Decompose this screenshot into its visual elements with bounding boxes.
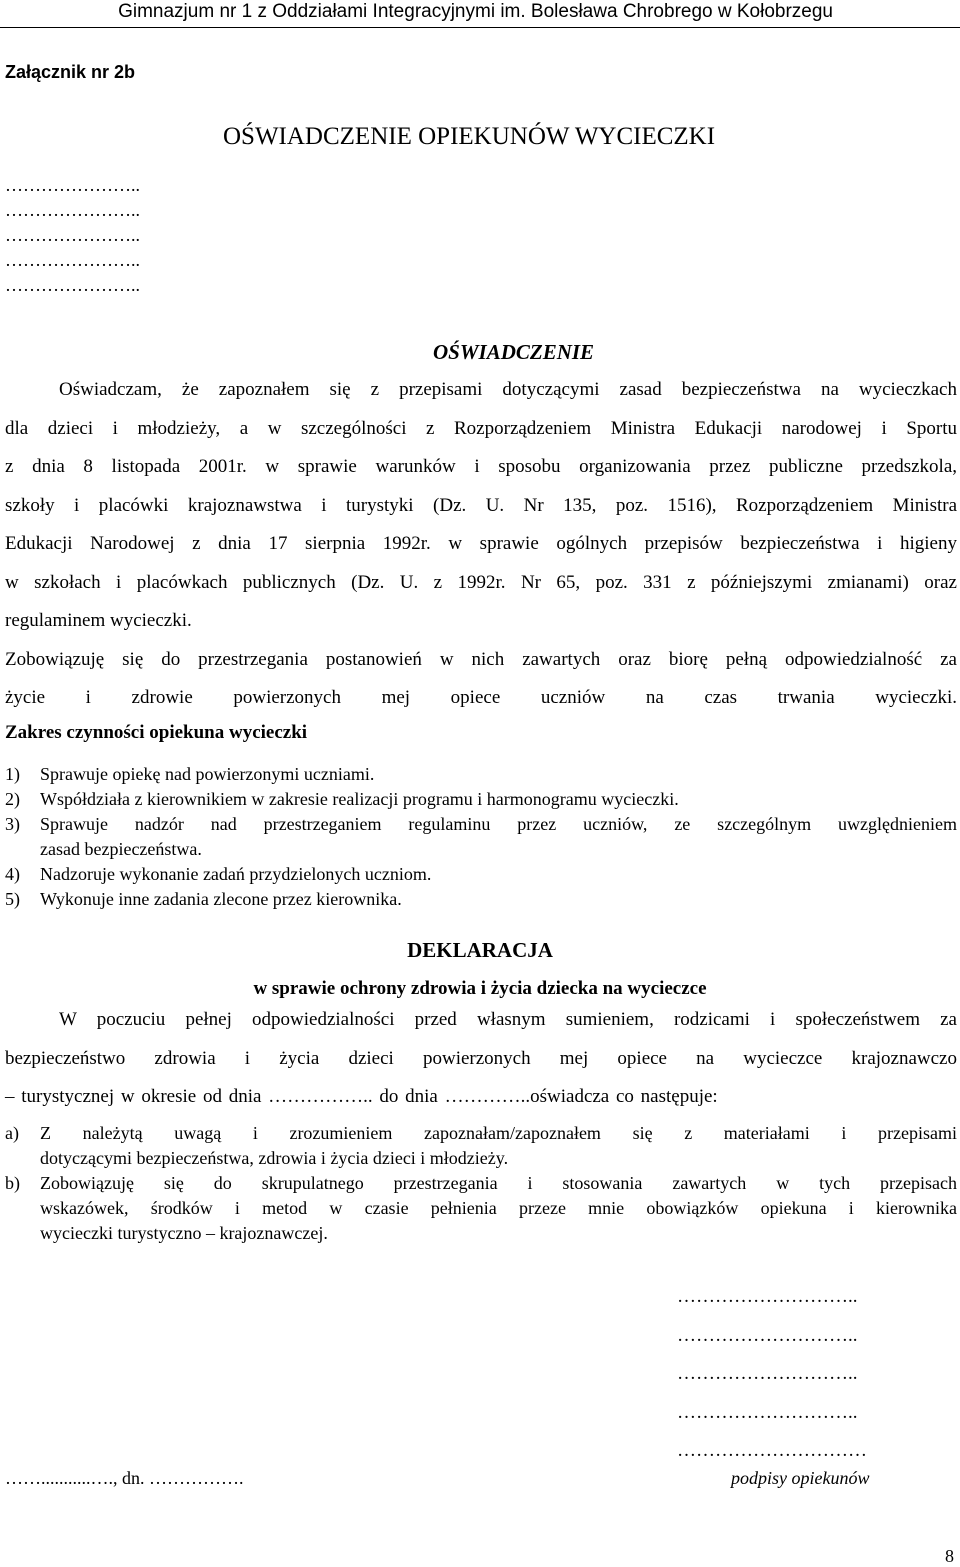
- name-line: …………………..: [5, 225, 140, 245]
- attachment-label: Załącznik nr 2b: [5, 62, 136, 82]
- item-number: 3): [5, 814, 20, 834]
- name-line: …………………..: [5, 250, 140, 270]
- signatures-label: podpisy opiekunów: [731, 1468, 870, 1488]
- deklaracja-body: [5, 1001, 957, 1117]
- item-text: Z należytą uwagą i zrozumieniem zapoznałam/zapoznałem się z materiałami i przepisami: [40, 1123, 957, 1143]
- oswiadczenie-heading: OŚWIADCZENIE: [433, 340, 595, 364]
- item-letter: a): [5, 1123, 19, 1143]
- oswiadczenie-body: [5, 371, 957, 718]
- item-number: 2): [5, 789, 20, 809]
- signature-line: ………………………..: [677, 1324, 858, 1346]
- oswiadczenie-line: dla dzieci i młodzieży, a w szczególności z Rozporządzeniem Ministra Edukacji narodowej i Sportu: [5, 417, 957, 439]
- item-number: 4): [5, 864, 20, 884]
- item-text: Nadzoruje wykonanie zadań przydzielonych uczniom.: [40, 864, 432, 884]
- page-number: 8: [945, 1546, 954, 1566]
- deklaracja-line: – turystycznej w okresie od dnia …………….. do dnia …………..oświadcza co następuje:: [5, 1086, 718, 1107]
- item-text: Sprawuje nadzór nad przestrzeganiem regulaminu przez uczniów, ze szczególnym uwzględnieniem: [40, 814, 957, 834]
- page-header: [0, 0, 960, 28]
- oswiadczenie-line: szkoły i placówki krajoznawstwa i turystyki (Dz. U. Nr 135, poz. 1516), Rozporządzeniem Ministra: [5, 494, 957, 516]
- deklaracja-subtitle: w sprawie ochrony zdrowia i życia dziecka na wycieczce: [253, 978, 707, 999]
- item-letter: b): [5, 1173, 20, 1193]
- item-text: Wykonuje inne zadania zlecone przez kierownika.: [40, 889, 402, 909]
- item-text: Współdziała z kierownikiem w zakresie realizacji programu i harmonogramu wycieczki.: [40, 789, 679, 809]
- signature-lines: [677, 1278, 867, 1471]
- item-text: Zobowiązuję się do skrupulatnego przestrzegania i stosowania zawartych w tych przepisach: [40, 1173, 957, 1193]
- signature-line: ………………………..: [677, 1401, 858, 1423]
- signature-line: …………………………: [677, 1440, 867, 1461]
- oswiadczenie-line: Edukacji Narodowej z dnia 17 sierpnia 1992r. w sprawie ogólnych przepisów bezpieczeństwa i higieny: [5, 533, 957, 554]
- item-text: wycieczki turystyczno – krajoznawczej.: [40, 1223, 328, 1243]
- item-text: dotyczącymi bezpieczeństwa, zdrowia i życia dzieci i młodzieży.: [40, 1148, 509, 1168]
- name-lines: [5, 173, 140, 298]
- signature-line: ………………………..: [677, 1286, 858, 1307]
- oswiadczenie-line: w szkołach i placówkach publicznych (Dz. U. z 1992r. Nr 65, poz. 331 z późniejszymi zmianami) oraz: [5, 571, 957, 593]
- item-text: wskazówek, środków i metod w czasie pełnienia przeze mnie obowiązków opiekuna i kierownika: [40, 1198, 957, 1218]
- item-text: Sprawuje opiekę nad powierzonymi uczniami.: [40, 764, 375, 784]
- oswiadczenie-line: Oświadczam, że zapoznałem się z przepisami dotyczącymi zasad bezpieczeństwa na wycieczkach: [59, 379, 957, 400]
- name-line: …………………..: [5, 275, 140, 295]
- place-date: ……...........…., dn. …………….: [5, 1468, 244, 1488]
- deklaracja-line: W poczuciu pełnej odpowiedzialności przed własnym sumieniem, rodzicami i społeczeństwem za: [59, 1009, 957, 1030]
- school-name: Gimnazjum nr 1 z Oddziałami Integracyjnymi im. Bolesława Chrobrego w Kołobrzegu: [118, 1, 833, 22]
- signature-line: ………………………..: [677, 1363, 858, 1384]
- commitment-line: życie i zdrowie powierzonych mej opiece uczniów na czas trwania wycieczki.: [5, 687, 957, 708]
- item-number: 5): [5, 889, 20, 909]
- deklaracja-title: DEKLARACJA: [407, 938, 553, 962]
- name-line: …………………..: [5, 200, 140, 220]
- item-text: zasad bezpieczeństwa.: [40, 839, 202, 859]
- commitment-line: Zobowiązuję się do przestrzegania postanowień w nich zawartych oraz biorę pełną odpowiedzialność za: [5, 648, 957, 670]
- oswiadczenie-line: z dnia 8 listopada 2001r. w sprawie warunków i sposobu organizowania przez publiczne przedszkola,: [5, 456, 957, 477]
- name-line: …………………..: [5, 175, 140, 195]
- main-title: OŚWIADCZENIE OPIEKUNÓW WYCIECZKI: [223, 123, 716, 150]
- item-number: 1): [5, 764, 20, 784]
- zakres-heading: Zakres czynności opiekuna wycieczki: [5, 722, 308, 743]
- oswiadczenie-line: regulaminem wycieczki.: [5, 610, 192, 631]
- deklaracja-line: bezpieczeństwo zdrowia i życia dzieci powierzonych mej opiece na wycieczce krajoznawczo: [5, 1047, 957, 1069]
